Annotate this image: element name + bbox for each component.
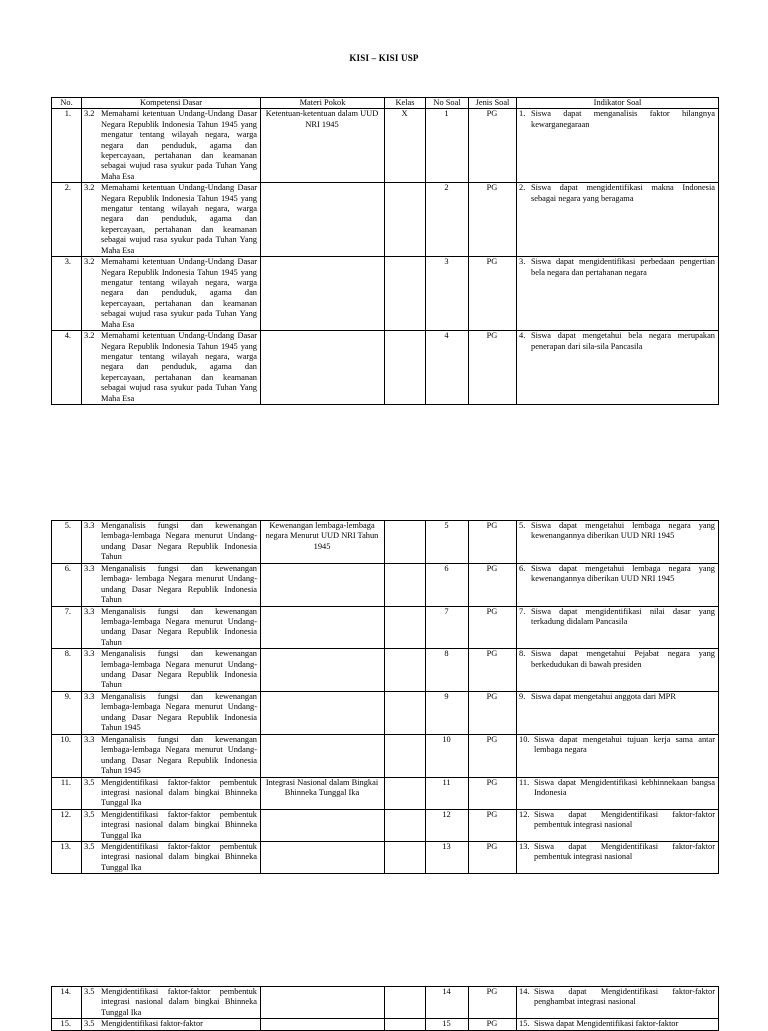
table-row bbox=[52, 564, 719, 607]
no-soal-cell: 15 bbox=[426, 1019, 469, 1031]
kd-number: 3.5 bbox=[84, 987, 95, 996]
indikator-number: 10. bbox=[519, 734, 530, 744]
indikator-text: Siswa dapat mengidentifikasi perbedaan pengertian bela negara dan pertahanan negara bbox=[531, 257, 715, 277]
no-soal-cell: 2 bbox=[426, 183, 469, 257]
table-row bbox=[52, 109, 719, 183]
header-jenis-soal: Jenis Soal bbox=[469, 98, 517, 109]
row-number: 13. bbox=[52, 841, 82, 873]
kd-text: Memahami ketentuan Undang-Undang Dasar Negara Republik Indonesia Tahun 1945 yang mengatur tentang wilayah negara, warga negara dan penduduk, agama dan kepercayaan, pertahanan dan keamanan sebagai wujud rasa syukur pada Tuhan Yang Maha Esa bbox=[101, 183, 257, 255]
no-soal-cell: 3 bbox=[426, 257, 469, 331]
indikator-cell bbox=[517, 183, 719, 257]
kd-number: 3.3 bbox=[84, 734, 95, 744]
indikator-number: 14. bbox=[519, 987, 530, 996]
kompetensi-dasar-cell bbox=[82, 649, 261, 692]
no-soal-cell: 8 bbox=[426, 649, 469, 692]
kelas-cell bbox=[385, 257, 426, 331]
kd-text: Menganalisis fungsi dan kewenangan lembaga-lembaga Negara menurut Undang-undang Dasar Negara Republik Indonesia Tahun bbox=[101, 649, 257, 690]
kompetensi-dasar-cell bbox=[82, 691, 261, 734]
indikator-cell bbox=[517, 564, 719, 607]
kd-number: 3.2 bbox=[84, 183, 95, 193]
indikator-number: 11. bbox=[519, 777, 530, 787]
kompetensi-dasar-cell bbox=[82, 521, 261, 564]
indikator-cell bbox=[517, 331, 719, 405]
indikator-number: 4. bbox=[519, 331, 526, 341]
kd-text: Mengidentifikasi faktor-faktor pembentuk integrasi nasional dalam bingkai Bhinneka Tunggal Ika bbox=[101, 777, 257, 808]
jenis-soal-cell: PG bbox=[469, 257, 517, 331]
row-number: 7. bbox=[52, 606, 82, 649]
indikator-text: Siswa dapat mengidentifikasi makna Indonesia sebagai negara yang beragama bbox=[531, 183, 715, 203]
materi-pokok-cell bbox=[261, 257, 385, 331]
indikator-text: Siswa dapat Mengidentifikasi faktor-faktor bbox=[534, 1019, 679, 1029]
kelas-cell bbox=[385, 691, 426, 734]
indikator-cell bbox=[517, 521, 719, 564]
materi-pokok-cell bbox=[261, 691, 385, 734]
kd-number: 3.2 bbox=[84, 257, 95, 267]
indikator-text: Siswa dapat mengetahui Pejabat negara yang berkedudukan di bawah presiden bbox=[531, 649, 715, 669]
indikator-cell bbox=[517, 109, 719, 183]
table-row bbox=[52, 649, 719, 692]
no-soal-cell: 11 bbox=[426, 777, 469, 809]
jenis-soal-cell: PG bbox=[469, 183, 517, 257]
kompetensi-dasar-cell bbox=[82, 841, 261, 873]
row-number: 1. bbox=[52, 109, 82, 183]
kd-text: Memahami ketentuan Undang-Undang Dasar Negara Republik Indonesia Tahun 1945 yang mengatur tentang wilayah negara, warga negara dan penduduk, agama dan kepercayaan, pertahanan dan keamanan sebagai wujud rasa syukur pada Tuhan Yang Maha Esa bbox=[101, 109, 257, 181]
kompetensi-dasar-cell bbox=[82, 257, 261, 331]
table-row bbox=[52, 183, 719, 257]
document-title: KISI – KISI USP bbox=[349, 53, 419, 63]
kelas-cell bbox=[385, 606, 426, 649]
row-number: 15. bbox=[52, 1019, 82, 1031]
kompetensi-dasar-cell bbox=[82, 777, 261, 809]
table-header-row bbox=[52, 98, 719, 109]
indikator-cell bbox=[517, 649, 719, 692]
jenis-soal-cell: PG bbox=[469, 841, 517, 873]
table-row bbox=[52, 809, 719, 841]
kd-text: Menganalisis fungsi dan kewenangan lembaga-lembaga Negara menurut Undang-undang Dasar Negara Republik Indonesia Tahun bbox=[101, 521, 257, 562]
indikator-number: 5. bbox=[519, 521, 526, 530]
jenis-soal-cell: PG bbox=[469, 331, 517, 405]
kompetensi-dasar-cell bbox=[82, 564, 261, 607]
row-number: 2. bbox=[52, 183, 82, 257]
materi-pokok-cell bbox=[261, 987, 385, 1019]
kelas-cell bbox=[385, 1019, 426, 1031]
kelas-cell bbox=[385, 331, 426, 405]
table-row bbox=[52, 257, 719, 331]
jenis-soal-cell: PG bbox=[469, 649, 517, 692]
indikator-cell bbox=[517, 691, 719, 734]
no-soal-cell: 1 bbox=[426, 109, 469, 183]
table-row bbox=[52, 606, 719, 649]
indikator-number: 8. bbox=[519, 649, 526, 659]
indikator-text: Siswa dapat Mengidentifikasi faktor-faktor penghambat integrasi nasional bbox=[534, 987, 715, 1007]
kd-number: 3.3 bbox=[84, 691, 95, 701]
kompetensi-dasar-cell bbox=[82, 331, 261, 405]
kd-number: 3.5 bbox=[84, 777, 95, 787]
indikator-number: 13. bbox=[519, 841, 530, 851]
jenis-soal-cell: PG bbox=[469, 691, 517, 734]
table-row bbox=[52, 691, 719, 734]
indikator-text: Siswa dapat Mengidentifikasi faktor-faktor pembentuk integrasi nasional bbox=[534, 809, 715, 830]
table-row bbox=[52, 734, 719, 777]
materi-pokok-cell: Integrasi Nasional dalam Bingkai Bhinneka Tunggal Ika bbox=[261, 777, 385, 809]
indikator-cell bbox=[517, 734, 719, 777]
indikator-cell bbox=[517, 809, 719, 841]
indikator-number: 7. bbox=[519, 606, 526, 616]
header-materi-pokok: Materi Pokok bbox=[261, 98, 385, 109]
kelas-cell bbox=[385, 183, 426, 257]
materi-pokok-cell bbox=[261, 1019, 385, 1031]
row-number: 12. bbox=[52, 809, 82, 841]
kd-number: 3.5 bbox=[84, 1019, 95, 1029]
materi-pokok-cell bbox=[261, 331, 385, 405]
kd-text: Menganalisis fungsi dan kewenangan lembaga-lembaga Negara menurut Undang-undang Dasar Negara Republik Indonesia Tahun 1945 bbox=[101, 734, 257, 776]
header-no: No. bbox=[52, 98, 82, 109]
no-soal-cell: 4 bbox=[426, 331, 469, 405]
jenis-soal-cell: PG bbox=[469, 987, 517, 1019]
kd-number: 3.3 bbox=[84, 521, 95, 530]
indikator-text: Siswa dapat mengetahui tujuan kerja sama antar lembaga negara bbox=[534, 734, 715, 755]
kelas-cell bbox=[385, 777, 426, 809]
jenis-soal-cell: PG bbox=[469, 606, 517, 649]
kd-number: 3.2 bbox=[84, 109, 95, 119]
table-row bbox=[52, 987, 719, 1019]
kd-number: 3.2 bbox=[84, 331, 95, 341]
no-soal-cell: 7 bbox=[426, 606, 469, 649]
kompetensi-dasar-cell bbox=[82, 809, 261, 841]
indikator-text: Siswa dapat Mengidentifikasi faktor-faktor pembentuk integrasi nasional bbox=[534, 841, 715, 862]
no-soal-cell: 9 bbox=[426, 691, 469, 734]
table-row bbox=[52, 777, 719, 809]
no-soal-cell: 10 bbox=[426, 734, 469, 777]
row-number: 14. bbox=[52, 987, 82, 1019]
kelas-cell: X bbox=[385, 109, 426, 183]
header-no-soal: No Soal bbox=[426, 98, 469, 109]
kd-number: 3.3 bbox=[84, 649, 95, 659]
jenis-soal-cell: PG bbox=[469, 734, 517, 777]
jenis-soal-cell: PG bbox=[469, 809, 517, 841]
header-indikator-soal: Indikator Soal bbox=[517, 98, 719, 109]
jenis-soal-cell: PG bbox=[469, 777, 517, 809]
table-row bbox=[52, 841, 719, 873]
jenis-soal-cell: PG bbox=[469, 109, 517, 183]
kd-text: Mengidentifikasi faktor-faktor pembentuk integrasi nasional dalam bingkai Bhinneka Tunggal Ika bbox=[101, 841, 257, 872]
kelas-cell bbox=[385, 809, 426, 841]
indikator-text: Siswa dapat mengetahui lembaga negara yang kewenangannya diberikan UUD NRI 1945 bbox=[531, 564, 715, 584]
kompetensi-dasar-cell bbox=[82, 109, 261, 183]
indikator-cell bbox=[517, 841, 719, 873]
kisi-table-page-2 bbox=[51, 520, 719, 874]
kd-text: Menganalisis fungsi dan kewenangan lembaga- lembaga Negara menurut Undang-undang Dasar Negara Republik Indonesia Tahun bbox=[101, 564, 257, 605]
table-row bbox=[52, 521, 719, 564]
indikator-number: 9. bbox=[519, 691, 526, 701]
indikator-cell bbox=[517, 606, 719, 649]
indikator-text: Siswa dapat mengetahui lembaga negara yang kewenangannya diberikan UUD NRI 1945 bbox=[531, 521, 715, 541]
row-number: 3. bbox=[52, 257, 82, 331]
materi-pokok-cell bbox=[261, 649, 385, 692]
kompetensi-dasar-cell bbox=[82, 1019, 261, 1031]
materi-pokok-cell bbox=[261, 809, 385, 841]
kd-number: 3.3 bbox=[84, 606, 95, 616]
kompetensi-dasar-cell bbox=[82, 734, 261, 777]
indikator-cell bbox=[517, 987, 719, 1019]
row-number: 8. bbox=[52, 649, 82, 692]
kd-text: Memahami ketentuan Undang-Undang Dasar Negara Republik Indonesia Tahun 1945 yang mengatur tentang wilayah negara, warga negara dan penduduk, agama dan kepercayaan, pertahanan dan keamanan sebagai wujud rasa syukur pada Tuhan Yang Maha Esa bbox=[101, 331, 257, 403]
indikator-number: 6. bbox=[519, 564, 526, 573]
materi-pokok-cell bbox=[261, 183, 385, 257]
indikator-number: 3. bbox=[519, 257, 526, 267]
no-soal-cell: 14 bbox=[426, 987, 469, 1019]
kelas-cell bbox=[385, 564, 426, 607]
indikator-cell bbox=[517, 257, 719, 331]
indikator-number: 12. bbox=[519, 809, 530, 819]
indikator-number: 1. bbox=[519, 109, 526, 119]
kompetensi-dasar-cell bbox=[82, 183, 261, 257]
row-number: 10. bbox=[52, 734, 82, 777]
no-soal-cell: 6 bbox=[426, 564, 469, 607]
kisi-table-page-3 bbox=[51, 986, 719, 1031]
kd-text: Memahami ketentuan Undang-Undang Dasar Negara Republik Indonesia Tahun 1945 yang mengatur tentang wilayah negara, warga negara dan penduduk, agama dan kepercayaan, pertahanan dan keamanan sebagai wujud rasa syukur pada Tuhan Yang Maha Esa bbox=[101, 257, 257, 329]
jenis-soal-cell: PG bbox=[469, 521, 517, 564]
indikator-number: 2. bbox=[519, 183, 526, 193]
materi-pokok-cell bbox=[261, 734, 385, 777]
kd-text: Mengidentifikasi faktor-faktor bbox=[101, 1019, 203, 1029]
row-number: 6. bbox=[52, 564, 82, 607]
kelas-cell bbox=[385, 521, 426, 564]
header-kompetensi-dasar: Kompetensi Dasar bbox=[82, 98, 261, 109]
indikator-text: Siswa dapat mengetahui bela negara merupakan penerapan dari sila-sila Pancasila bbox=[531, 331, 715, 351]
header-kelas: Kelas bbox=[385, 98, 426, 109]
kompetensi-dasar-cell bbox=[82, 606, 261, 649]
kd-text: Mengidentifikasi faktor-faktor pembentuk integrasi nasional dalam bingkai Bhinneka Tunggal Ika bbox=[101, 987, 257, 1017]
materi-pokok-cell bbox=[261, 606, 385, 649]
row-number: 9. bbox=[52, 691, 82, 734]
kelas-cell bbox=[385, 734, 426, 777]
indikator-text: Siswa dapat Mengidentifikasi kebhinnekaan bangsa Indonesia bbox=[534, 777, 715, 797]
jenis-soal-cell: PG bbox=[469, 1019, 517, 1031]
kd-number: 3.5 bbox=[84, 841, 95, 851]
indikator-text: Siswa dapat mengidentifikasi nilai dasar yang terkadung didalam Pancasila bbox=[531, 606, 715, 627]
table-row bbox=[52, 1019, 719, 1031]
row-number: 5. bbox=[52, 521, 82, 564]
kelas-cell bbox=[385, 987, 426, 1019]
kd-text: Menganalisis fungsi dan kewenangan lembaga-lembaga Negara menurut Undang-undang Dasar Negara Republik Indonesia Tahun 1945 bbox=[101, 691, 257, 733]
table-row bbox=[52, 331, 719, 405]
indikator-text: Siswa dapat mengetahui anggota dari MPR bbox=[531, 691, 676, 701]
kd-number: 3.3 bbox=[84, 564, 95, 573]
kelas-cell bbox=[385, 649, 426, 692]
kompetensi-dasar-cell bbox=[82, 987, 261, 1019]
kelas-cell bbox=[385, 841, 426, 873]
indikator-cell bbox=[517, 1019, 719, 1031]
kd-text: Mengidentifikasi faktor-faktor pembentuk integrasi nasional dalam bingkai Bhinneka Tunggal Ika bbox=[101, 809, 257, 840]
kd-text: Menganalisis fungsi dan kewenangan lembaga-lembaga Negara menurut Undang-undang Dasar Negara Republik Indonesia Tahun bbox=[101, 606, 257, 647]
no-soal-cell: 13 bbox=[426, 841, 469, 873]
indikator-cell bbox=[517, 777, 719, 809]
materi-pokok-cell: Kewenangan lembaga-lembaga negara Menurut UUD NRI Tahun 1945 bbox=[261, 521, 385, 564]
no-soal-cell: 5 bbox=[426, 521, 469, 564]
row-number: 11. bbox=[52, 777, 82, 809]
indikator-number: 15. bbox=[519, 1019, 530, 1029]
materi-pokok-cell bbox=[261, 841, 385, 873]
no-soal-cell: 12 bbox=[426, 809, 469, 841]
kd-number: 3.5 bbox=[84, 809, 95, 819]
jenis-soal-cell: PG bbox=[469, 564, 517, 607]
materi-pokok-cell: Ketentuan-ketentuan dalam UUD NRI 1945 bbox=[261, 109, 385, 183]
materi-pokok-cell bbox=[261, 564, 385, 607]
indikator-text: Siswa dapat menganalisis faktor hilangnya kewarganegaraan bbox=[531, 109, 715, 129]
kisi-table-page-1 bbox=[51, 97, 719, 405]
row-number: 4. bbox=[52, 331, 82, 405]
